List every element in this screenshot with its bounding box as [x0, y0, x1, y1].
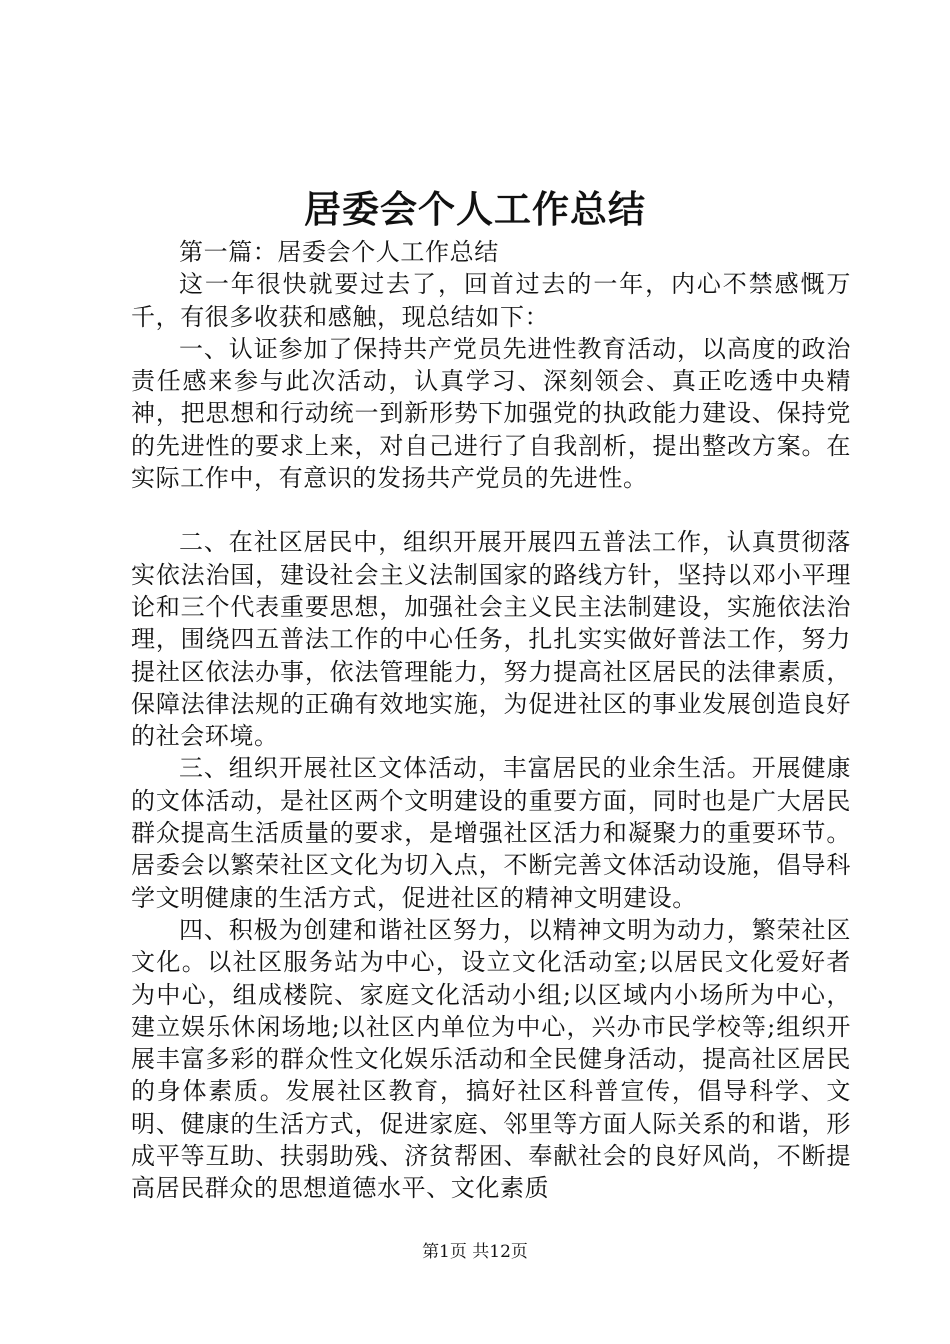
- intro-paragraph: 这一年很快就要过去了，回首过去的一年，内心不禁感慨万千，有很多收获和感触，现总结如下：: [131, 270, 851, 331]
- document-body: [131, 236, 851, 1205]
- paragraph-item-4: 四、积极为创建和谐社区努力，以精神文明为动力，繁荣社区文化。以社区服务站为中心，设立文化活动室;以居民文化爱好者为中心，组成楼院、家庭文化活动小组;以区域内小场所为中心，建立娱乐休闲场地;以社区内单位为中心，兴办市民学校等;组织开展丰富多彩的群众性文化娱乐活动和全民健身活动，提高社区居民的身体素质。发展社区教育，搞好社区科普宣传，倡导科学、文明、健康的生活方式，促进家庭、邻里等方面人际关系的和谐，形成平等互助、扶弱助残、济贫帮困、奉献社会的良好风尚，不断提高居民群众的思想道德水平、文化素质: [131, 915, 851, 1203]
- paragraph-item-1: 一、认证参加了保持共产党员先进性教育活动，以高度的政治责任感来参与此次活动，认真学习、深刻领会、真正吃透中央精神，把思想和行动统一到新形势下加强党的执政能力建设、保持党的先进性的要求上来，对自己进行了自我剖析，提出整改方案。在实际工作中，有意识的发扬共产党员的先进性。: [131, 334, 851, 493]
- section-heading: 第一篇：居委会个人工作总结: [179, 238, 499, 266]
- document-title: 居委会个人工作总结: [304, 187, 646, 231]
- page-number-footer: 第1页 共12页: [422, 1242, 528, 1262]
- paragraph-item-2: 二、在社区居民中，组织开展开展四五普法工作，认真贯彻落实依法治国，建设社会主义法制国家的路线方针，坚持以邓小平理论和三个代表重要思想，加强社会主义民主法制建设，实施依法治理，围绕四五普法工作的中心任务，扎扎实实做好普法工作，努力提社区依法办事，依法管理能力，努力提高社区居民的法律素质，保障法律法规的正确有效地实施，为促进社区的事业发展创造良好的社会环境。: [131, 528, 851, 751]
- paragraph-item-3: 三、组织开展社区文体活动，丰富居民的业余生活。开展健康的文体活动，是社区两个文明建设的重要方面，同时也是广大居民群众提高生活质量的要求，是增强社区活力和凝聚力的重要环节。居委会以繁荣社区文化为切入点，不断完善文体活动设施，倡导科学文明健康的生活方式，促进社区的精神文明建设。: [131, 754, 851, 912]
